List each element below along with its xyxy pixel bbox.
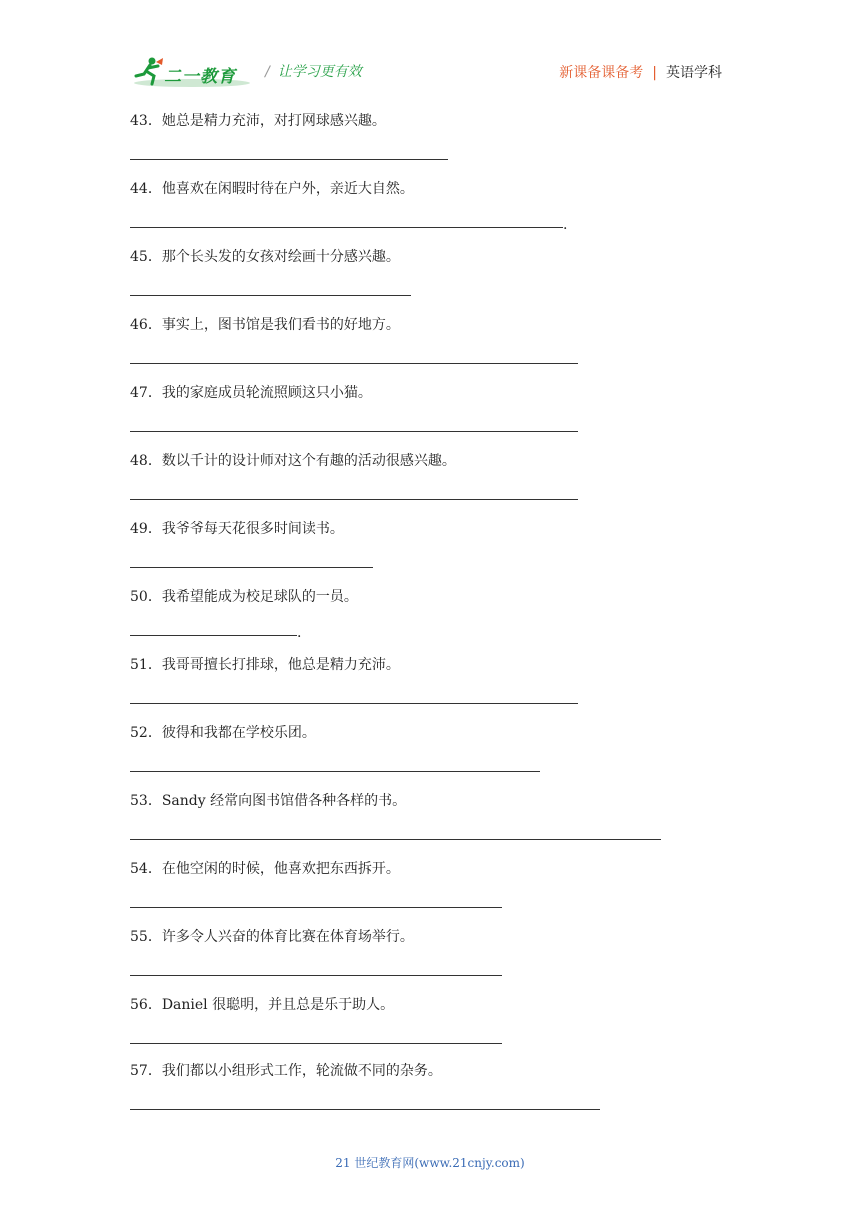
- question-48: 48．数以千计的设计师对这个有趣的活动很感兴趣。: [130, 453, 456, 469]
- question-46: 46．事实上，图书馆是我们看书的好地方。: [130, 317, 400, 333]
- logo: [130, 56, 254, 90]
- question-43: 43．她总是精力充沛，对打网球感兴趣。: [130, 113, 386, 129]
- slogan-text: 让学习更有效: [277, 64, 362, 80]
- answer-line-53[interactable]: [130, 838, 661, 840]
- answer-line-54[interactable]: [130, 906, 502, 908]
- question-54: 54．在他空闲的时候，他喜欢把东西拆开。: [130, 861, 400, 877]
- question-53: 53．Sandy 经常向图书馆借各种各样的书。: [130, 793, 407, 809]
- answer-line-51[interactable]: [130, 702, 578, 704]
- header-subject-label: 英语学科: [666, 65, 722, 81]
- answer-line-47[interactable]: [130, 430, 578, 432]
- answer-end-mark-50: .: [297, 625, 302, 641]
- answer-line-44[interactable]: [130, 226, 563, 228]
- header-subject: [559, 62, 722, 82]
- question-55: 55．许多令人兴奋的体育比赛在体育场举行。: [130, 929, 414, 945]
- logo-text: 二一教育: [164, 67, 236, 87]
- answer-line-46[interactable]: [130, 362, 578, 364]
- question-45: 45．那个长头发的女孩对绘画十分感兴趣。: [130, 249, 400, 265]
- question-57: 57．我们都以小组形式工作，轮流做不同的杂务。: [130, 1063, 442, 1079]
- question-49: 49．我爷爷每天花很多时间读书。: [130, 521, 344, 537]
- slogan: [265, 61, 362, 81]
- question-50: 50．我希望能成为校足球队的一员。: [130, 589, 358, 605]
- answer-line-45[interactable]: [130, 294, 411, 296]
- question-47: 47．我的家庭成员轮流照顾这只小猫。: [130, 385, 372, 401]
- answer-line-57[interactable]: [130, 1108, 600, 1110]
- answer-line-48[interactable]: [130, 498, 578, 500]
- page-footer: 21 世纪教育网(www.21cnjy.com): [335, 1156, 525, 1170]
- header-divider: |: [652, 65, 657, 81]
- page-header: [130, 52, 730, 92]
- answer-line-50[interactable]: [130, 634, 297, 636]
- answer-line-56[interactable]: [130, 1042, 502, 1044]
- slogan-separator: /: [265, 64, 270, 80]
- answer-line-49[interactable]: [130, 566, 373, 568]
- question-51: 51．我哥哥擅长打排球，他总是精力充沛。: [130, 657, 400, 673]
- answer-line-43[interactable]: [130, 158, 448, 160]
- question-56: 56．Daniel 很聪明，并且总是乐于助人。: [130, 997, 395, 1013]
- header-course-label: 新课备课备考: [559, 65, 644, 81]
- answer-line-52[interactable]: [130, 770, 540, 772]
- answer-line-55[interactable]: [130, 974, 502, 976]
- question-44: 44．他喜欢在闲暇时待在户外，亲近大自然。: [130, 181, 414, 197]
- answer-end-mark-44: .: [563, 217, 568, 233]
- question-52: 52．彼得和我都在学校乐团。: [130, 725, 316, 741]
